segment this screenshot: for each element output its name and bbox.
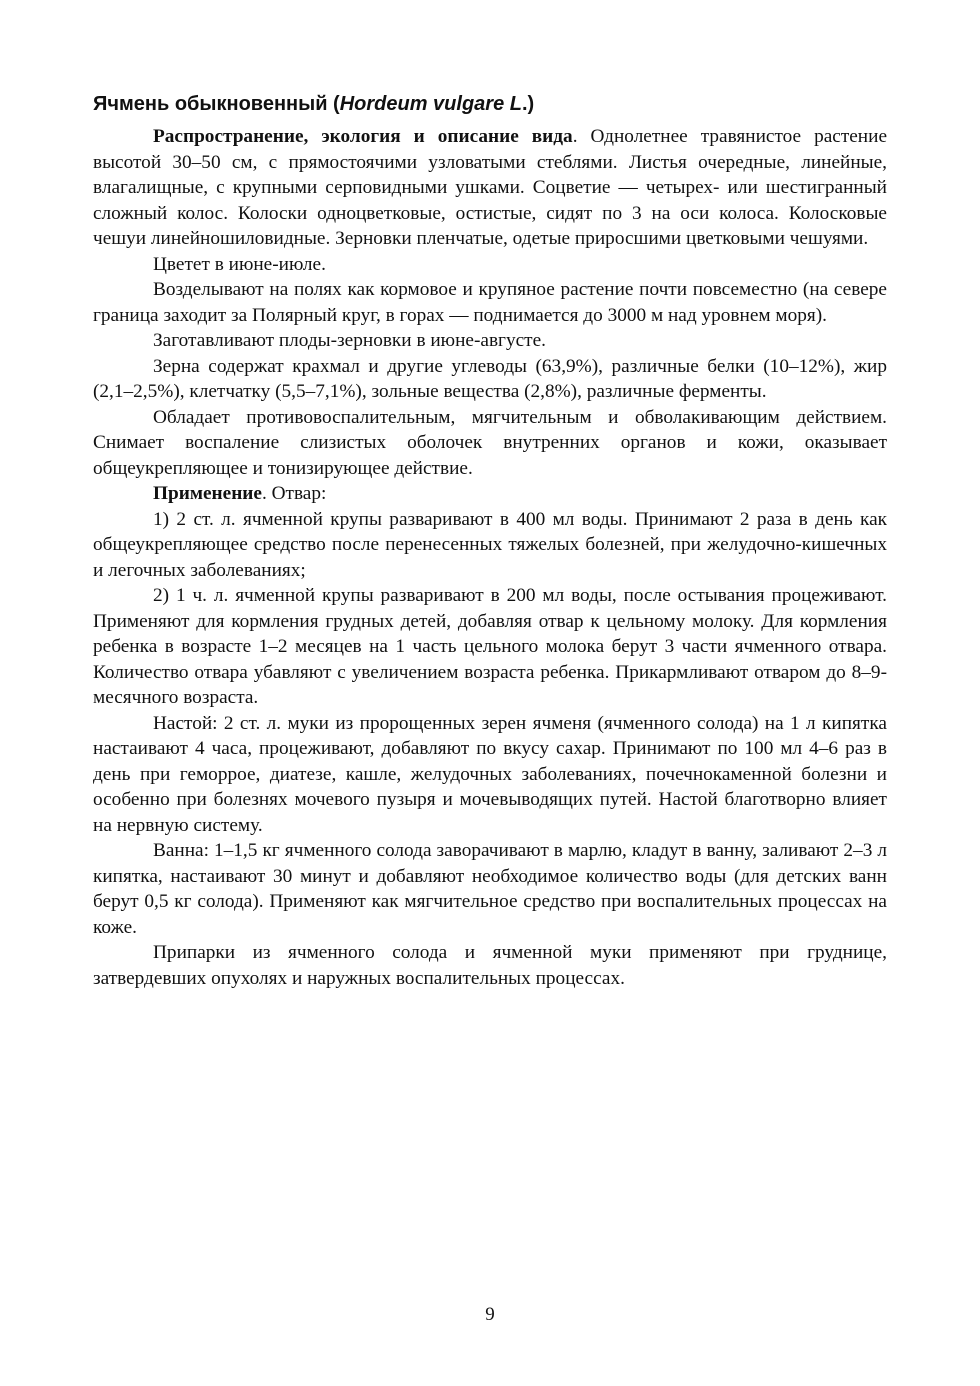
title-prefix: Ячмень обыкновенный ( [93,93,340,115]
paragraph-composition: Зерна содержат крахмал и другие углеводы (63,9%), различные белки (10–12%), жир (2,1–2,5%), клетчатку (5,5–7,1%), зольные вещества (2,8%), различные ферменты. [93,355,887,402]
paragraph-cultivation: Возделывают на полях как кормовое и крупяное растение почти повсеместно (на севере граница заходит за Полярный круг, в горах — поднимается до 3000 м над уровнем моря). [93,279,887,326]
paragraph-harvesting: Заготавливают плоды-зерновки в июне-августе. [153,330,546,351]
title-suffix: .) [521,93,535,115]
paragraph-flowering: Цветет в июне-июле. [153,253,326,275]
paragraph-bath: Ванна: 1–1,5 кг ячменного солода заворачивают в марлю, кладут в ванну, заливают 2–3 л кипятка, настаивают 30 минут и добавляют необходимое количество воды (для детских ванн берут 0,5 кг солода). Применяют как мягчительное средство при воспалительных процессах на коже. [93,840,887,938]
title-latin-name: Hordeum vulgare L [339,93,522,115]
paragraph-description [93,124,887,252]
page-number: 9 [485,1304,495,1325]
paragraph-description-label: Распространение, экология и описание вида [153,126,573,147]
paragraph-application-text: . Отвар: [261,483,327,504]
paragraph-infusion: Настой: 2 ст. л. муки из пророщенных зерен ячменя (ячменного солода) на 1 л кипятка настаивают 4 часа, процеживают, добавляют по вкусу сахар. Принимают по 100 мл 4–6 раз в день при геморрое, диатезе, кашле, желудочных заболеваниях, почечнокаменной болезни и особенно при болезнях мочевого пузыря и мочевыводящих путей. Настой благотворно влияет на нервную систему. [93,712,887,836]
paragraph-application [93,481,887,507]
paragraph-action: Обладает противовоспалительным, мягчительным и обволакивающим действием. Снимает воспаление слизистых оболочек внутренних органов и кожи, оказывает общеукрепляющее и тонизирующее действие. [93,406,887,479]
page-title [93,90,887,118]
paragraph-poultice: Припарки из ячменного солода и ячменной муки применяют при груднице, затвердевших опухолях и наружных воспалительных процессах. [93,942,887,989]
paragraph-application-label: Применение [153,483,262,504]
paragraph-description-text: . Однолетнее травянистое растение высотой 30–50 см, с прямостоячими узловатыми стеблями. Листья очередные, линейные, влагалищные, с крупными серповидными ушками. Соцветие — четырех- или шестигранный сложный колос. Колоски одноцветковые, остистые, сидят по 3 на оси колоса. Колосковые чешуи линейношиловидные. Зерновки пленчатые, одетые приросшими цветковыми чешуями. [93,126,888,249]
paragraph-decoction-1: 1) 2 ст. л. ячменной крупы разваривают в 400 мл воды. Принимают 2 раза в день как общеукрепляющее средство после перенесенных тяжелых болезней, при желудочно-кишечных и легочных заболеваниях; [93,508,887,581]
paragraph-decoction-2: 2) 1 ч. л. ячменной крупы разваривают в 200 мл воды, после остывания процеживают. Применяют для кормления грудных детей, добавляя отвар к цельному молоку. Для кормления ребенка в возрасте 1–2 месяцев на 1 часть цельного молока берут 3 части ячменного отвара. Количество отвара убавляют с увеличением возраста ребенка. Прикармливают отваром до 8–9-месячного возраста. [93,585,887,708]
document-page [93,90,887,991]
